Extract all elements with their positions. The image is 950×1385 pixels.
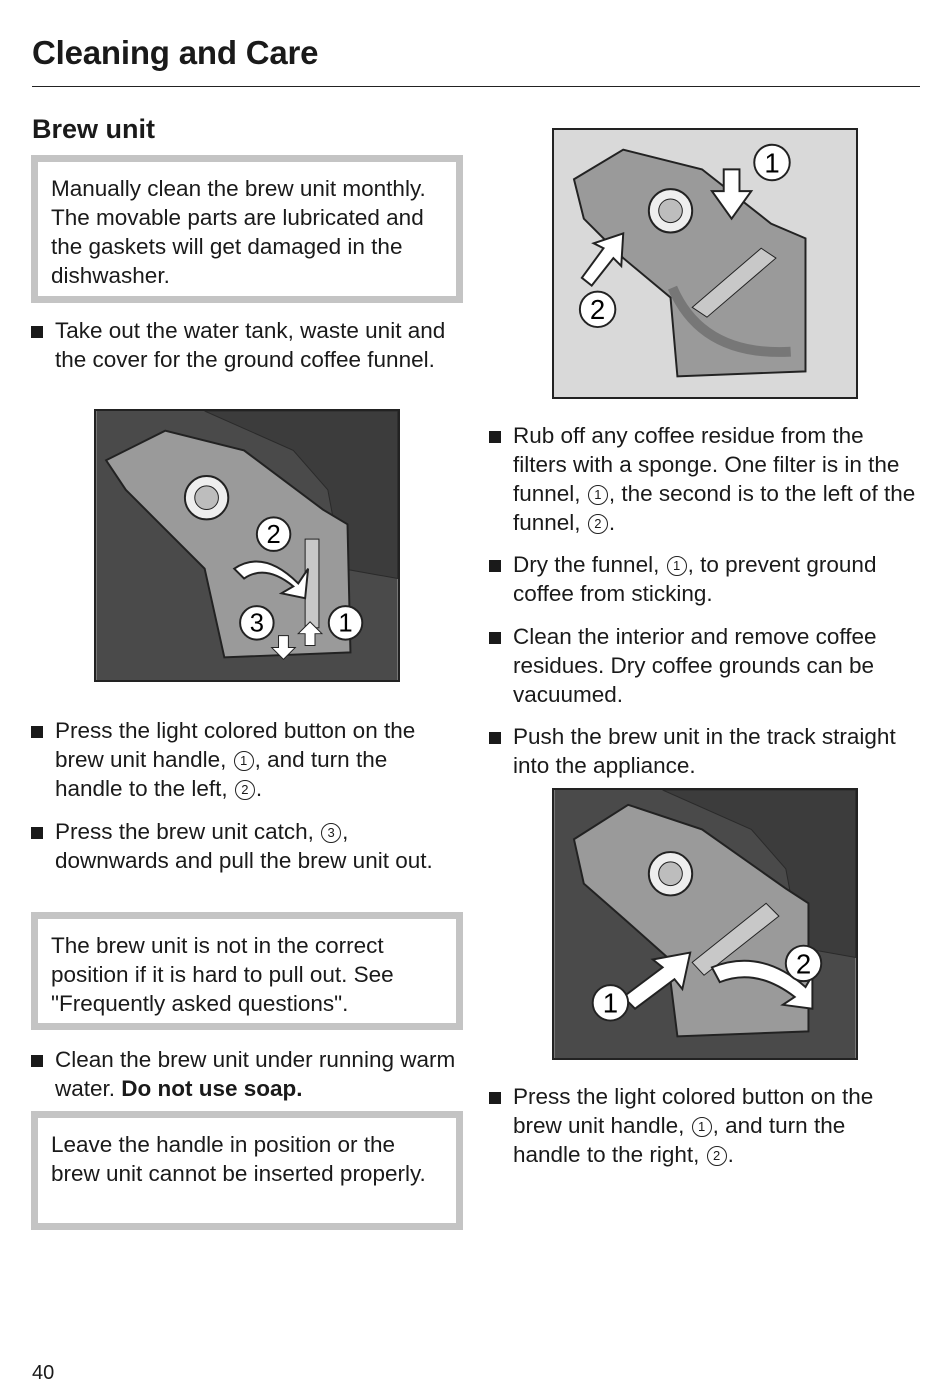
step-text: Press the light colored button on the brew unit handle, — [513, 1084, 874, 1138]
step-push-brew-unit — [489, 722, 919, 780]
marker-3: 3 — [321, 823, 341, 843]
bullet-square — [489, 560, 501, 572]
bullet-square — [31, 1055, 43, 1067]
step-dry-funnel — [489, 550, 919, 608]
marker-2: 2 — [235, 780, 255, 800]
bullet-square — [489, 1092, 501, 1104]
step-text: , the second is to the left of the funnel, — [513, 481, 916, 535]
step-text: , and turn the handle to the left, — [55, 747, 388, 801]
step-text: . — [255, 776, 263, 801]
marker-1: 1 — [234, 751, 254, 771]
step-press-button-turn-right — [489, 1082, 919, 1169]
step-text: , downwards and pull the brew unit out. — [55, 819, 433, 873]
step-text: Clean the interior and remove coffee residues. Dry coffee grounds can be vacuumed. — [513, 624, 877, 707]
marker-1: 1 — [588, 485, 608, 505]
brew-unit-insert-illustration — [554, 790, 856, 1058]
figure-clean-filters — [552, 128, 858, 399]
step-take-out-parts — [31, 316, 461, 374]
figure-marker: 2 — [589, 294, 606, 326]
note-leave-handle — [31, 1111, 463, 1230]
step-text: Push the brew unit in the track straight into the appliance. — [513, 724, 896, 778]
figure-marker: 1 — [602, 987, 619, 1019]
bullet-square — [31, 326, 43, 338]
step-text: Clean the brew unit under running warm water. — [55, 1047, 456, 1101]
step-text: , to prevent ground coffee from sticking. — [513, 552, 877, 606]
step-text: . — [608, 510, 616, 535]
figure-marker: 1 — [338, 609, 353, 638]
figure-marker: 2 — [266, 521, 281, 550]
figure-marker: 2 — [795, 948, 812, 980]
step-text: Rub off any coffee residue from the filters with a sponge. One filter is in the funnel, — [513, 423, 900, 506]
step-text: Dry the funnel, — [513, 552, 666, 577]
figure-marker: 1 — [764, 147, 780, 179]
step-text: Press the light colored button on the brew unit handle, — [55, 718, 416, 772]
note-monthly-cleaning — [31, 155, 463, 303]
page-number: 40 — [32, 1362, 55, 1384]
figure-marker: 3 — [249, 609, 264, 638]
step-rub-filters — [489, 421, 919, 537]
bullet-square — [31, 827, 43, 839]
figure-remove-brew-unit — [94, 409, 400, 682]
step-press-button-turn-left — [31, 716, 461, 803]
marker-2: 2 — [707, 1146, 727, 1166]
note-text: Manually clean the brew unit monthly. The movable parts are lubricated and the gaskets will get damaged in the dishwasher. — [51, 176, 426, 288]
figure-insert-brew-unit — [552, 788, 858, 1060]
bullet-square — [489, 431, 501, 443]
step-text: , and turn the handle to the right, — [513, 1113, 846, 1167]
note-text: Leave the handle in position or the brew unit cannot be inserted properly. — [51, 1132, 426, 1186]
step-rinse-brew-unit — [31, 1045, 461, 1103]
bullet-square — [489, 732, 501, 744]
header-divider — [32, 86, 920, 87]
marker-1: 1 — [692, 1117, 712, 1137]
step-text: Take out the water tank, waste unit and the cover for the ground coffee funnel. — [55, 318, 446, 372]
bullet-square — [31, 726, 43, 738]
step-clean-interior — [489, 622, 919, 709]
warning-no-soap: Do not use soap. — [121, 1076, 303, 1101]
section-title: Brew unit — [32, 114, 156, 144]
step-text: . — [727, 1142, 734, 1167]
brew-unit-filters-illustration — [554, 130, 856, 397]
brew-unit-removal-illustration — [96, 411, 398, 680]
step-press-catch — [31, 817, 461, 875]
step-text: Press the brew unit catch, — [55, 819, 321, 844]
note-text: The brew unit is not in the correct position if it is hard to pull out. See "Frequently asked questions". — [51, 933, 394, 1016]
page-header-title: Cleaning and Care — [32, 34, 319, 71]
bullet-square — [489, 632, 501, 644]
marker-2: 2 — [588, 514, 608, 534]
marker-1: 1 — [667, 556, 687, 576]
note-hard-to-pull — [31, 912, 463, 1030]
